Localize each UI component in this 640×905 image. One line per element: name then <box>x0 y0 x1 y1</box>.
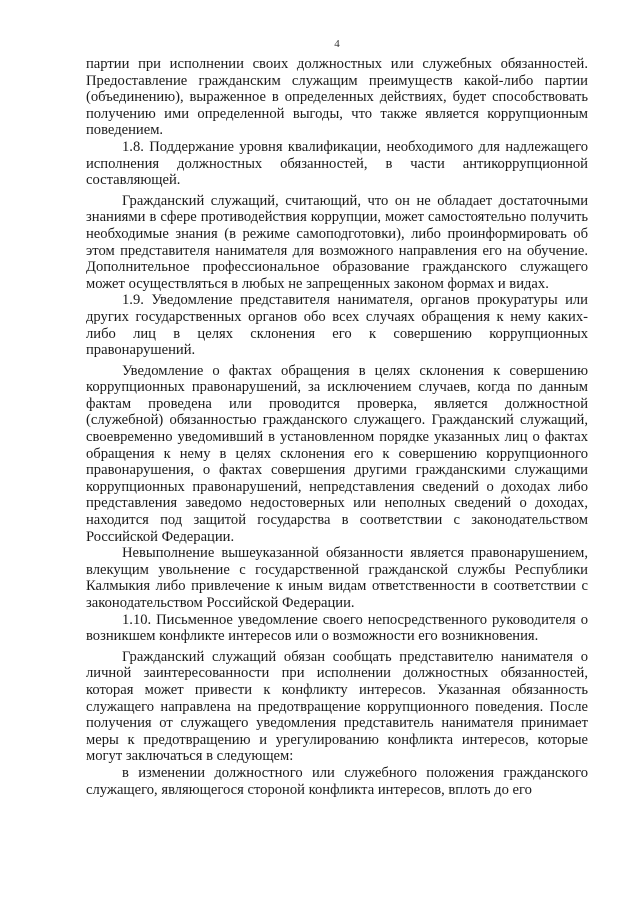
paragraph-section-1-8: 1.8. Поддержание уровня квалификации, необходимого для надлежащего исполнения должностных обязанностей, в части антикоррупционной составляющей. <box>86 138 588 189</box>
page-number: 4 <box>334 38 340 50</box>
paragraph-continuation: партии при исполнении своих должностных или служебных обязанностей. Предоставление гражданским служащим преимуществ какой-либо партии (объединению), выраженное в определенных действиях, будет способствовать получению ими определенной выгоды, что также является коррупционным поведением. <box>86 56 588 139</box>
paragraph-conflict-of-interest: Гражданский служащий обязан сообщать представителю нанимателя о личной заинтересованности при исполнении должностных обязанностей, которая может привести к конфликту интересов. Указанная обязанность служащего направлена на предотвращение коррупционного поведения. После получения от служащего уведомления представитель нанимателя принимает меры к предотвращению и урегулированию конфликта интересов, которые могут заключаться в следующем: <box>86 648 588 765</box>
paragraph-qualification-text: Гражданский служащий, считающий, что он не обладает достаточными знаниями в сфере противодействия коррупции, может самостоятельно получить необходимые знания (в режиме самоподготовки), либо проинформировать об этом представителя нанимателя для возможного направления его на обучение. Дополнительное профессиональное образование гражданского служащего может осуществляться в любых не запрещенных законом формах и видах. <box>86 192 588 292</box>
paragraph-notification-text: Уведомление о фактах обращения в целях склонения к совершению коррупционных правонарушений, за исключением случаев, когда по данным фактам проведена или проводится проверка, является должностной (служебной) обязанностью гражданского служащего. Гражданский служащий, своевременно уведомивший в установленном порядке указанных лиц о фактах обращения к нему в целях склонения его к совершению коррупционного правонарушения, о фактах совершения другими гражданскими служащими коррупционных правонарушений, непредставления сведений о доходах либо представления заведомо недостоверных или неполных сведений о доходах, находится под защитой государства в соответствии с законодательством Российской Федерации. <box>86 362 588 545</box>
paragraph-measures-list-item: в изменении должностного или служебного положения гражданского служащего, являющегося стороной конфликта интересов, вплоть до его <box>86 764 588 798</box>
paragraph-non-fulfillment: Невыполнение вышеуказанной обязанности является правонарушением, влекущим увольнение с государственной гражданской службы Республики Калмыкия либо привлечение к иным видам ответственности в соответствии с законодательством Российской Федерации. <box>86 545 588 611</box>
paragraph-section-1-10: 1.10. Письменное уведомление своего непосредственного руководителя о возникшем конфликте интересов или о возможности его возникновения. <box>86 611 588 645</box>
paragraph-section-1-9: 1.9. Уведомление представителя нанимателя, органов прокуратуры или других государственных органов обо всех случаях обращения к нему каких-либо лиц в целях склонения его к совершению коррупционных правонарушений. <box>86 292 588 359</box>
